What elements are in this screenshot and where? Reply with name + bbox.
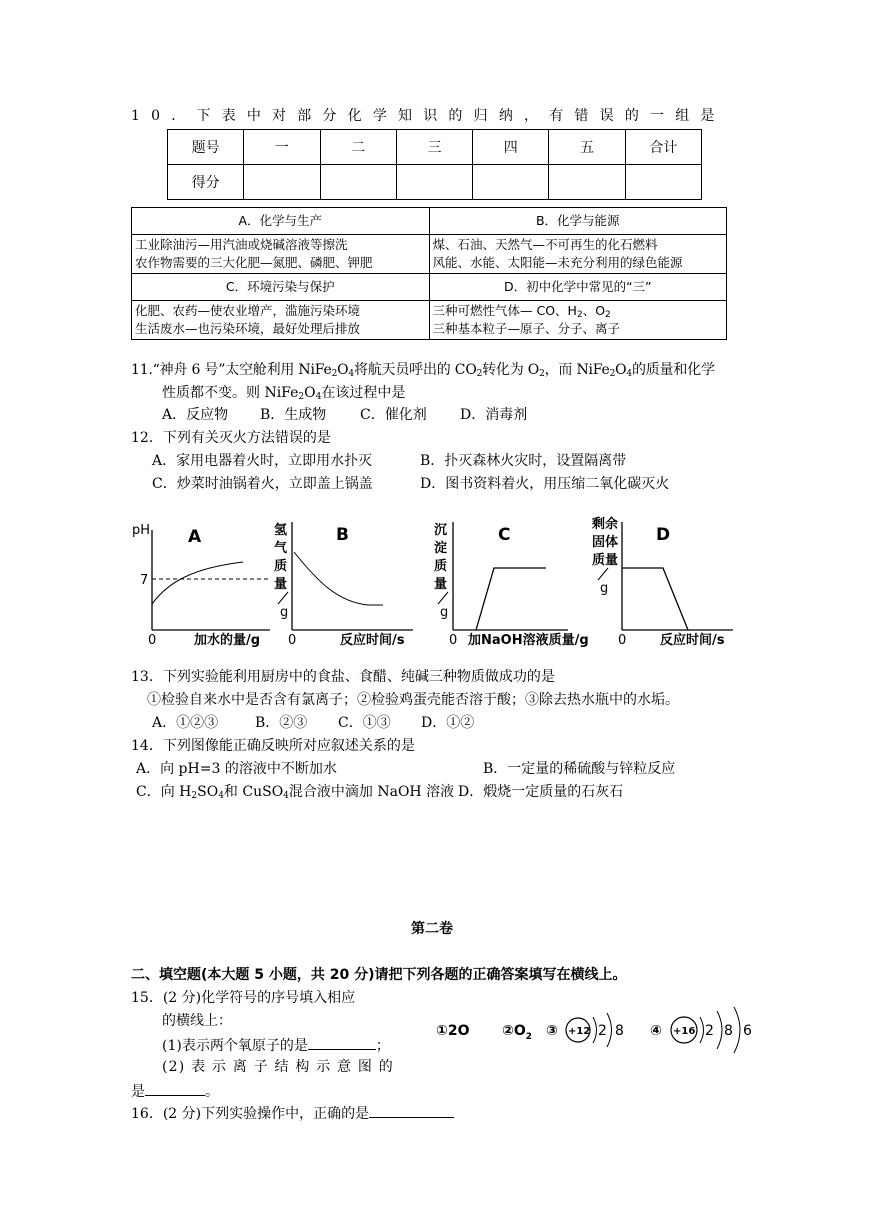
q12-option-b: B．扑灭森林火灾时，设置隔离带 <box>420 453 627 469</box>
part2-title: 第二卷 <box>411 921 453 937</box>
q16-line: 16．(2 分)下列实验操作中，正确的是 <box>131 1103 454 1123</box>
kt-content-c <box>132 301 430 340</box>
q15-answer-1[interactable] <box>308 1035 376 1050</box>
graph-b-ylabel-2: 气 <box>274 541 288 556</box>
graph-a-letter: A <box>188 527 202 547</box>
score-cell[interactable] <box>396 165 472 200</box>
knowledge-table <box>131 207 727 340</box>
graph-d-xlabel: 反应时间/s <box>660 633 725 648</box>
atom-4-shell-3: 6 <box>743 1023 752 1039</box>
q15-line3: (1)表示两个氧原子的是 ； <box>162 1035 390 1055</box>
q11-option-c: C．催化剂 <box>360 407 427 423</box>
q11-option-b: B．生成物 <box>260 407 327 423</box>
kt-content-a <box>132 235 430 274</box>
q15-line1: 15．(2 分)化学符号的序号填入相应 <box>131 990 356 1006</box>
q13-option-d: D．①② <box>421 715 475 731</box>
graph-c-ylabel-1: 沉 <box>434 523 448 538</box>
graph-c-letter: C <box>498 525 511 545</box>
q15-answer-2[interactable] <box>145 1081 205 1096</box>
kt-title-b: B．化学与能源 <box>429 208 727 235</box>
score-header-cell: 三 <box>396 130 472 165</box>
q13-option-b: B．②③ <box>255 715 308 731</box>
graph-c <box>434 522 589 648</box>
q13-option-a: A．①②③ <box>152 715 219 731</box>
score-cell[interactable] <box>244 165 320 200</box>
graph-d <box>592 516 733 648</box>
score-header-cell: 五 <box>549 130 625 165</box>
score-table <box>167 129 702 200</box>
kt-line: 生活废水—也污染环境，最好处理后排放 <box>135 321 361 336</box>
graph-d-curve <box>622 568 688 630</box>
graph-a-seven: 7 <box>140 573 149 588</box>
graph-a-curve <box>152 562 243 604</box>
graph-d-unit: g <box>600 581 609 596</box>
q16-answer[interactable] <box>369 1103 454 1118</box>
graph-a-ylabel: pH <box>132 523 151 538</box>
score-table-header <box>168 130 702 165</box>
kt-line: 化肥、农药—使农业增产，滥施污染环境 <box>135 303 361 318</box>
symbol-3-label: ③ <box>546 1023 558 1039</box>
q11-option-d: D．消毒剂 <box>460 407 528 423</box>
graph-d-ylabel-2: 固体 <box>592 535 619 550</box>
kt-line: 农作物需要的三大化肥—氮肥、磷肥、钾肥 <box>135 255 373 270</box>
atom-3-nucleus-label: +12 <box>568 1026 591 1037</box>
kt-line: 工业除油污—用汽油或烧碱溶液等擦洗 <box>135 237 348 252</box>
graph-b-origin: 0 <box>288 633 297 648</box>
graph-c-origin: 0 <box>449 633 458 648</box>
kt-line: 煤、石油、天然气—不可再生的化石燃料 <box>432 237 658 252</box>
q14-text: 14．下列图像能正确反映所对应叙述关系的是 <box>131 738 415 754</box>
q15-symbols-figure <box>428 997 768 1069</box>
graph-b-xlabel: 反应时间/s <box>340 633 405 648</box>
q11-line2: 性质都不变。则 $NiFe_2O_4$在该过程中是 <box>162 385 406 402</box>
q15-line2: 的横线上： <box>162 1013 232 1029</box>
q14-option-a: A．向 pH=3 的溶液中不断加水 <box>136 761 337 777</box>
graph-d-ylabel-3: 质量 <box>592 553 619 568</box>
kt-content-b <box>429 235 727 274</box>
q12-text: 12．下列有关灭火方法错误的是 <box>131 430 331 446</box>
q15-line5: 是 。 <box>131 1081 219 1101</box>
kt-line: 风能、水能、太阳能—未充分利用的绿色能源 <box>432 255 683 270</box>
score-cell[interactable] <box>625 165 701 200</box>
graph-c-xlabel: 加NaOH溶液质量/g <box>468 633 589 648</box>
atom-4-shell-1: 2 <box>705 1023 714 1039</box>
symbol-4-label: ④ <box>650 1023 662 1039</box>
atom-3-shell-2: 8 <box>615 1023 624 1039</box>
graph-a-origin: 0 <box>148 633 157 648</box>
q14-option-d: D．煅烧一定质量的石灰石 <box>458 784 624 800</box>
score-header-cell: 二 <box>320 130 396 165</box>
graph-b <box>274 522 413 648</box>
kt-title-a: A．化学与生产 <box>132 208 430 235</box>
q14-option-c: C．向 $H_2SO_4$和 CuSO$_4$混合液中滴加 NaOH 溶液 <box>136 784 455 801</box>
kt-line: 三种可燃性气体— CO、$H_2$、$O_2$ <box>432 303 611 320</box>
graph-b-ylabel-1: 氢 <box>274 523 288 538</box>
score-cell[interactable] <box>549 165 625 200</box>
graph-d-letter: D <box>656 525 671 545</box>
graph-b-ylabel-4: 量 <box>274 577 288 592</box>
kt-line: 三种基本粒子—原子、分子、离子 <box>432 321 621 336</box>
section-title: 二、填空题(本大题 5 小题，共 20 分)请把下列各题的正确答案填写在横线上。 <box>131 967 627 983</box>
kt-title-c: C．环境污染与保护 <box>132 274 430 301</box>
score-header-cell: 一 <box>244 130 320 165</box>
q15-line4: (2) 表 示 离 子 结 构 示 意 图 的 <box>162 1059 394 1075</box>
q10-text: 10．下表中对部分化学知识的归纳，有错误的一组是 <box>131 108 726 124</box>
graph-c-ylabel-2: 淀 <box>434 541 448 556</box>
q14-option-b: B．一定量的稀硫酸与锌粒反应 <box>483 761 676 777</box>
symbol-1: ①2O <box>436 1023 470 1039</box>
symbol-2: $②O_2$ <box>502 1023 533 1042</box>
score-table-row <box>168 165 702 200</box>
score-header-cell: 题号 <box>168 130 244 165</box>
score-row-label: 得分 <box>168 165 244 200</box>
score-cell[interactable] <box>320 165 396 200</box>
kt-title-d: D．初中化学中常见的“三” <box>429 274 727 301</box>
atom-3-shell-1: 2 <box>598 1023 607 1039</box>
graphs-figure <box>128 512 738 652</box>
q13-sub: ①检验自来水中是否含有氯离子；②检验鸡蛋壳能否溶于酸；③除去热水瓶中的水垢。 <box>147 692 679 708</box>
q12-option-a: A．家用电器着火时，立即用水扑灭 <box>152 453 373 469</box>
graph-d-origin: 0 <box>618 633 627 648</box>
q12-option-c: C．炒菜时油锅着火，立即盖上锅盖 <box>152 476 373 492</box>
graph-c-unit: g <box>440 605 449 620</box>
q13-option-c: C．①③ <box>338 715 391 731</box>
graph-d-ylabel-1: 剩余 <box>592 517 619 532</box>
graph-b-curve <box>294 552 383 605</box>
graph-b-unit: g <box>280 605 289 620</box>
score-header-cell: 合计 <box>625 130 701 165</box>
q13-text: 13．下列实验能利用厨房中的食盐、食醋、纯碱三种物质做成功的是 <box>131 669 555 685</box>
q12-option-d: D．图书资料着火，用压缩二氧化碳灭火 <box>420 476 670 492</box>
score-header-cell: 四 <box>473 130 549 165</box>
graph-b-ylabel-3: 质 <box>274 559 288 574</box>
graph-a <box>132 523 270 648</box>
graph-c-curve <box>476 568 546 630</box>
q11-option-a: A．反应物 <box>162 407 229 423</box>
score-cell[interactable] <box>473 165 549 200</box>
atom-4-nucleus-label: +16 <box>673 1026 696 1037</box>
graph-c-ylabel-3: 质 <box>434 559 448 574</box>
q11-line1: 11.“神舟 6 号”太空舱利用 $NiFe_2O_4$将航天员呼出的 $CO_2$转化为 $O_2$，而 $NiFe_2O_4$的质量和化学 <box>131 362 715 379</box>
graph-c-ylabel-4: 量 <box>434 577 448 592</box>
graph-a-xlabel: 加水的量/g <box>194 633 261 648</box>
kt-content-d <box>429 301 727 340</box>
atom-4-shell-2: 8 <box>724 1023 733 1039</box>
graph-b-letter: B <box>336 525 349 545</box>
